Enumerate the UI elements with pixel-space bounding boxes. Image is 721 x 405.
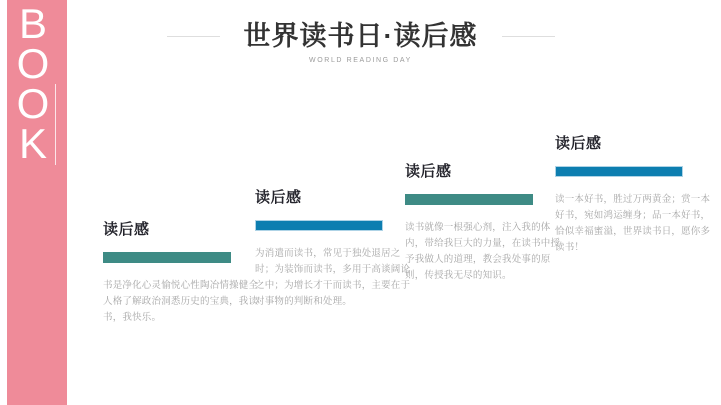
section-heading: 读后感 xyxy=(103,221,150,238)
section-heading: 读后感 xyxy=(405,163,452,180)
title-left-line xyxy=(167,36,220,37)
section-card-2 xyxy=(255,189,413,310)
accent-bar xyxy=(103,252,231,263)
accent-bar xyxy=(255,220,383,231)
section-body: 为消遣而读书，常见于独处退居之时；为装饰而读书，多用于高谈阔论之中；为增长才干而读书，主要在于对事物的判断和处理。 xyxy=(255,248,411,307)
accent-bar xyxy=(555,166,683,177)
book-letter: O xyxy=(16,80,50,127)
section-body: 书是净化心灵愉悦心性陶冶情操健全人格了解政治洞悉历史的宝典，我读书，我快乐。 xyxy=(103,280,259,323)
accent-bar xyxy=(405,194,533,205)
section-heading: 读后感 xyxy=(255,189,302,206)
book-letter: B xyxy=(18,0,47,47)
title-row xyxy=(0,21,721,52)
section-card-3 xyxy=(405,163,563,284)
section-body: 读书就像一根强心剂，注入我的体内，带给我巨大的力量，在读书中授予我做人的道理，教会我处事的原则，传授我无尽的知识。 xyxy=(405,222,561,281)
section-card-1 xyxy=(103,221,261,326)
book-letter: O xyxy=(16,40,50,87)
section-heading: 读后感 xyxy=(555,135,602,152)
sidebar-divider-line xyxy=(55,84,56,165)
title-right-line xyxy=(502,36,555,37)
section-body: 读一本好书，胜过万两黄金；赏一本好书，宛如鸿运缠身；品一本好书，恰似幸福蜜溢，世界读书日，愿你多读书！ xyxy=(555,194,711,253)
slide-header xyxy=(0,21,721,64)
book-letter: K xyxy=(18,120,47,167)
slide-title: 世界读书日·读后感 xyxy=(243,21,478,51)
slide-subtitle: WORLD READING DAY xyxy=(309,57,412,64)
section-card-4 xyxy=(555,135,713,256)
